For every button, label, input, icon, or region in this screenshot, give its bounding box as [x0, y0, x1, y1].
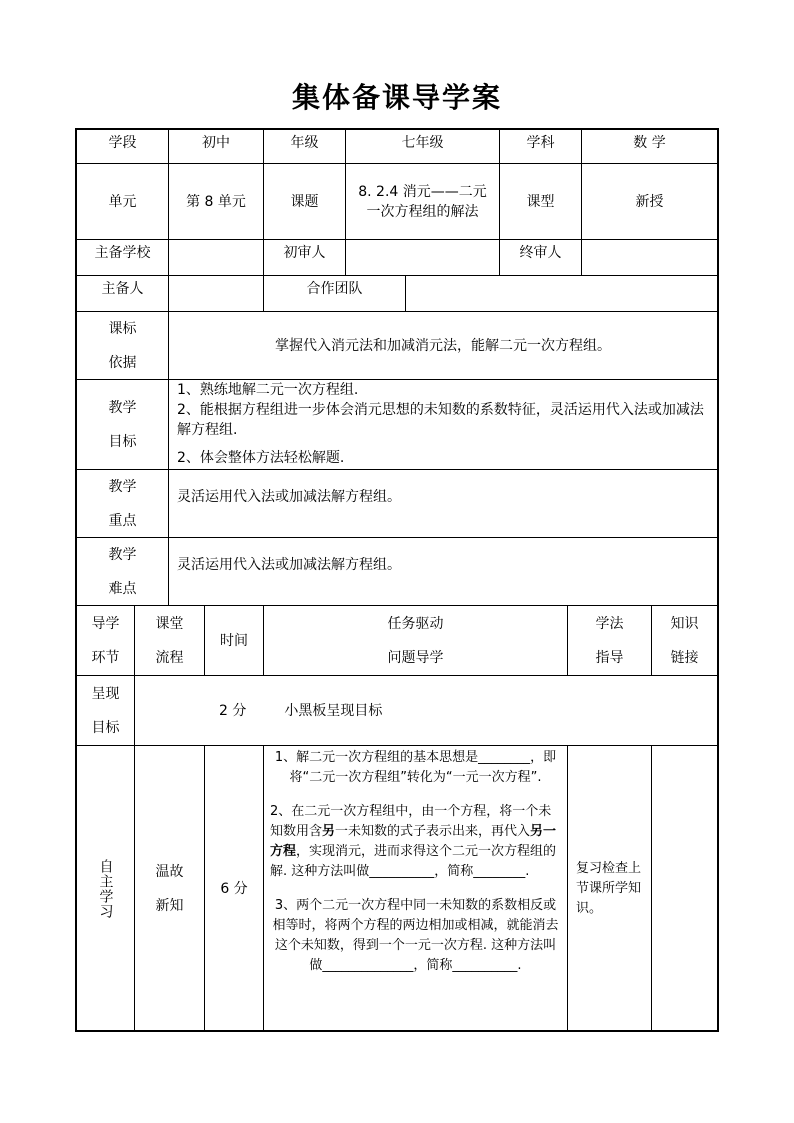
lesson-plan-table	[75, 128, 719, 1032]
value-cooperation-team	[406, 276, 717, 312]
label-main-school: 主备学校	[77, 240, 169, 276]
question-2-part-e: ，实现消元，进而求得这个二元一次方程组的解. 这种方法叫做__________，简称________.	[270, 844, 557, 879]
self-study-time: 6 分	[205, 746, 264, 1032]
question-2-part-c: 一未知数的式子表示出来，再代入	[335, 824, 531, 839]
value-unit: 第 8 单元	[169, 164, 264, 240]
header-task-driven	[264, 606, 568, 676]
label-present-goals-2: 目标	[91, 719, 120, 736]
label-curriculum-basis	[77, 312, 169, 380]
value-grade: 七年级	[346, 130, 500, 164]
label-final-reviewer: 终审人	[500, 240, 582, 276]
label-self-study-text: 自主学习	[97, 859, 114, 919]
value-topic: 8. 2.4 消元——二元一次方程组的解法	[346, 164, 500, 240]
header-guide-stage-2: 环节	[91, 649, 120, 666]
header-knowledge-link	[652, 606, 717, 676]
teaching-goals-text	[169, 380, 717, 470]
self-study-guide: 复习检查上节课所学知识。	[568, 746, 652, 1032]
curriculum-basis-text: 掌握代入消元法和加减消元法，能解二元一次方程组。	[169, 312, 717, 380]
document-title: 集体备课导学案	[291, 81, 502, 114]
difficulties-text: 灵活运用代入法或加减法解方程组。	[169, 538, 717, 606]
header-class-flow	[135, 606, 205, 676]
label-lesson-type: 课型	[500, 164, 582, 240]
label-difficulties-2: 难点	[108, 580, 137, 597]
header-class-flow-1: 课堂	[155, 615, 184, 632]
value-first-reviewer	[346, 240, 500, 276]
header-task-driven-1: 任务驱动	[387, 615, 444, 632]
header-knowledge-link-2: 链接	[670, 649, 699, 666]
self-study-knowledge-link	[652, 746, 717, 1032]
label-teaching-goals-2: 目标	[108, 433, 137, 450]
value-subject: 数 学	[582, 130, 717, 164]
label-teaching-goals	[77, 380, 169, 470]
label-key-points-1: 教学	[108, 478, 137, 495]
goal-line-2: 2、能根据方程组进一步体会消元思想的未知数的系数特征，灵活运用代入法或加减法解方程组.	[177, 402, 704, 438]
label-topic: 课题	[264, 164, 346, 240]
header-time: 时间	[205, 606, 264, 676]
label-curriculum-basis-1: 课标	[108, 320, 137, 337]
label-key-points-2: 重点	[108, 512, 137, 529]
label-cooperation-team: 合作团队	[264, 276, 406, 312]
label-main-preparer: 主备人	[77, 276, 169, 312]
value-stage: 初中	[169, 130, 264, 164]
label-key-points	[77, 470, 169, 538]
header-task-driven-2: 问题导学	[387, 649, 444, 666]
label-stage: 学段	[77, 130, 169, 164]
header-study-guide	[568, 606, 652, 676]
question-1: 1、解二元一次方程组的基本思想是________，即将“二元一次方程组”转化为“一元一次方程”.	[274, 750, 557, 785]
label-self-study	[77, 746, 135, 1032]
label-grade: 年级	[264, 130, 346, 164]
value-lesson-type: 新授	[582, 164, 717, 240]
question-2-part-a: 2、在二元一次方程组中，由一个方程，将一个未知数用含	[270, 804, 552, 839]
header-guide-stage	[77, 606, 135, 676]
value-main-preparer	[169, 276, 264, 312]
value-main-school	[169, 240, 264, 276]
present-time: 2 分	[219, 702, 247, 719]
label-first-reviewer: 初审人	[264, 240, 346, 276]
header-study-guide-1: 学法	[595, 615, 624, 632]
question-2-bold-another-equation: 另一方程	[270, 824, 557, 859]
label-present-goals-1: 呈现	[91, 685, 120, 702]
question-3: 3、两个二元一次方程中同一未知数的系数相反或相等时，将两个方程的两边相加或相减，就能消去这个未知数，得到一个一元一次方程. 这种方法叫做______________，简称__________.	[272, 898, 559, 973]
present-text: 小黑板呈现目标	[284, 702, 383, 719]
goal-line-1: 1、熟练地解二元一次方程组.	[177, 382, 359, 398]
header-knowledge-link-1: 知识	[670, 615, 699, 632]
goal-line-3: 2、体会整体方法轻松解题.	[177, 450, 345, 466]
flow-review-new	[135, 746, 205, 1032]
label-difficulties	[77, 538, 169, 606]
question-2-bold-another: 另	[322, 824, 336, 839]
header-guide-stage-1: 导学	[91, 615, 120, 632]
label-present-goals	[77, 676, 135, 746]
label-curriculum-basis-2: 依据	[108, 354, 137, 371]
header-class-flow-2: 流程	[155, 649, 184, 666]
self-study-questions	[264, 746, 568, 1032]
flow-review-new-1: 温故	[155, 864, 184, 880]
label-difficulties-1: 教学	[108, 546, 137, 563]
question-2	[270, 802, 561, 882]
label-unit: 单元	[77, 164, 169, 240]
key-points-text: 灵活运用代入法或加减法解方程组。	[169, 470, 717, 538]
label-subject: 学科	[500, 130, 582, 164]
label-teaching-goals-1: 教学	[108, 399, 137, 416]
header-study-guide-2: 指导	[595, 649, 624, 666]
present-goals-content	[135, 676, 717, 746]
value-final-reviewer	[582, 240, 717, 276]
flow-review-new-2: 新知	[155, 898, 184, 914]
